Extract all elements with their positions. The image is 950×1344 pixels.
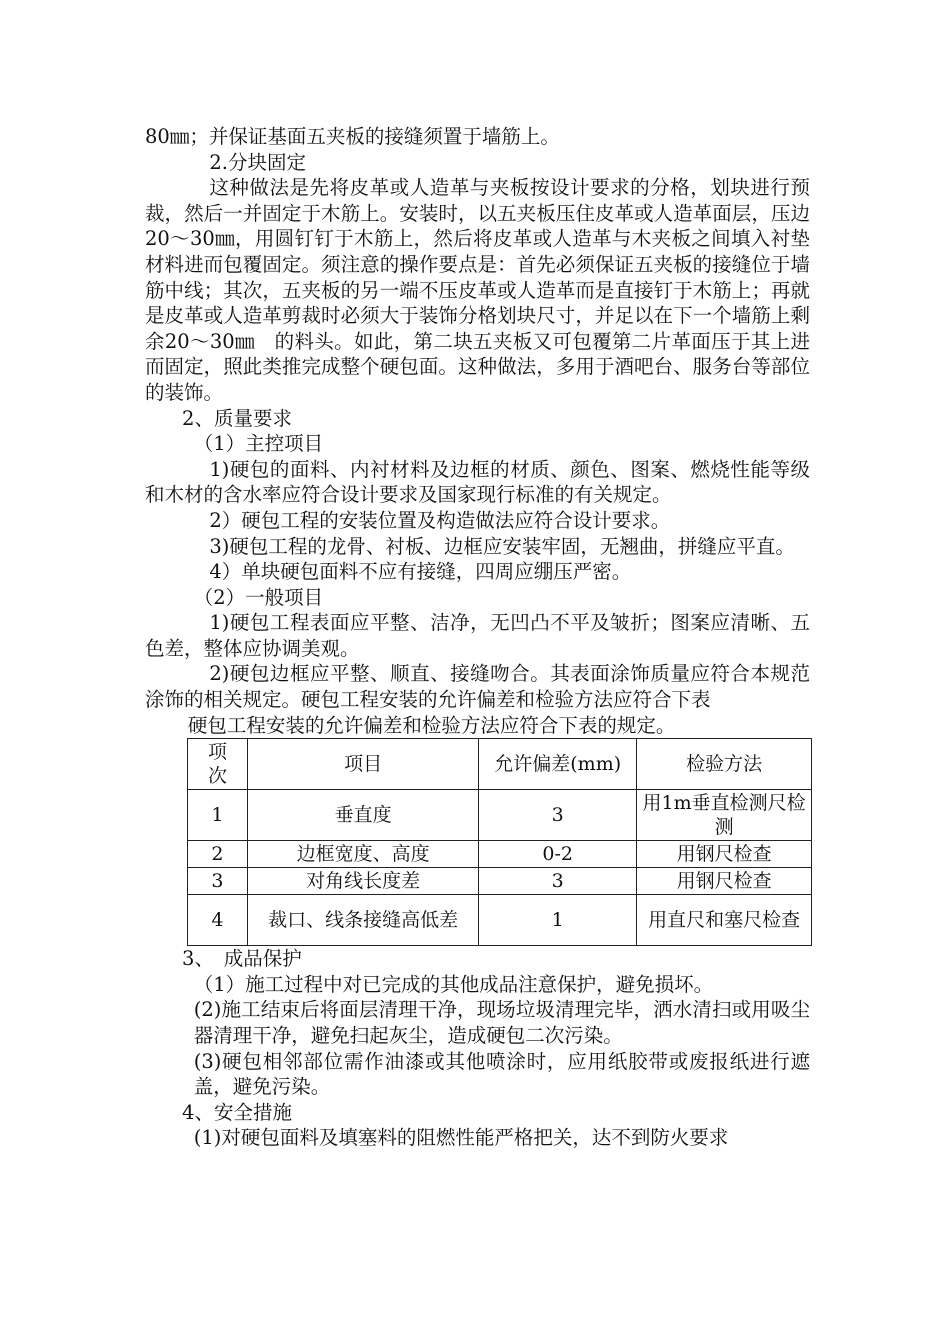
- paragraph: 2)硬包边框应平整、顺直、接缝吻合。其表面涂饰质量应符合本规范涂饰的相关规定。硬包工程安装的允许偏差和检验方法应符合下表: [145, 662, 810, 712]
- paragraph: 1)硬包的面料、内衬材料及边框的材质、颜色、图案、燃烧性能等级和木材的含水率应符合设计要求及国家现行标准的有关规定。: [145, 457, 810, 507]
- paragraph: （1）施工过程中对已完成的其他成品注意保护，避免损坏。: [193, 972, 714, 996]
- table-cell: 1: [188, 790, 248, 841]
- header-item: 项目: [247, 739, 478, 790]
- table-cell: 0-2: [479, 841, 637, 868]
- paragraph: （2）一般项目: [193, 585, 324, 609]
- table-cell: 用钢尺检查: [637, 841, 812, 868]
- document-body-top: [145, 124, 810, 713]
- paragraph: （1）主控项目: [193, 432, 324, 456]
- table-cell: 2: [188, 841, 248, 868]
- paragraph: 4、安全措施: [182, 1100, 292, 1124]
- paragraph: (1)对硬包面料及填塞料的阻燃性能严格把关，达不到防火要求: [193, 1126, 729, 1150]
- table-cell: 4: [188, 895, 248, 946]
- paragraph: 2、质量要求: [182, 406, 292, 430]
- paragraph: (3)硬包相邻部位需作油漆或其他喷涂时，应用纸胶带或废报纸进行遮盖，避免污染。: [193, 1049, 810, 1099]
- table-cell: 垂直度: [247, 790, 478, 841]
- header-deviation: 允许偏差(mm): [479, 739, 637, 790]
- table-cell: 3: [479, 790, 637, 841]
- document-body-bottom: [145, 946, 810, 1151]
- paragraph: (2)施工结束后将面层清理干净，现场垃圾清理完毕，洒水清扫或用吸尘器清理干净，避免扫起灰尘，造成硬包二次污染。: [193, 998, 810, 1048]
- table-cell: 用钢尺检查: [637, 868, 812, 895]
- table-cell: 3: [188, 868, 248, 895]
- table-cell: 裁口、线条接缝高低差: [247, 895, 478, 946]
- table-row: [188, 841, 812, 868]
- table-cell: 边框宽度、高度: [247, 841, 478, 868]
- paragraph: 这种做法是先将皮革或人造革与夹板按设计要求的分格，划块进行预裁，然后一并固定于木筋上。安装时，以五夹板压住皮革或人造革面层，压边20～30㎜，用圆钉钉于木筋上，然后将皮革或人造革与木夹板之间填入衬垫材料进而包覆固定。须注意的操作要点是：首先必须保证五夹板的接缝位于墙筋中线；其次，五夹板的另一端不压皮革或人造革而是直接钉于木筋上；再就是皮革或人造革剪裁时必须大于装饰分格划块尺寸，并足以在下一个墙筋上剩余20～30㎜ 的料头。如此，第二块五夹板又可包覆第二片革面压于其上进而固定，照此类推完成整个硬包面。这种做法，多用于酒吧台、服务台等部位的装饰。: [145, 176, 810, 404]
- header-index: 项 次: [188, 739, 248, 790]
- paragraph: 2.分块固定: [209, 150, 306, 174]
- table-cell: 1: [479, 895, 637, 946]
- paragraph: 2）硬包工程的安装位置及构造做法应符合设计要求。: [209, 508, 671, 532]
- table-cell: 3: [479, 868, 637, 895]
- document-page: [145, 124, 810, 1151]
- deviation-table: [187, 738, 812, 946]
- paragraph: 3、 成品保护: [182, 947, 302, 971]
- table-cell: 对角线长度差: [247, 868, 478, 895]
- paragraph: 3)硬包工程的龙骨、衬板、边框应安装牢固，无翘曲，拼缝应平直。: [209, 534, 795, 558]
- header-method: 检验方法: [637, 739, 812, 790]
- table-cell: 用直尺和塞尺检查: [637, 895, 812, 946]
- table-cell: 用1m垂直检测尺检测: [637, 790, 812, 841]
- paragraph: 80㎜；并保证基面五夹板的接缝须置于墙筋上。: [145, 125, 560, 148]
- table-header-row: [188, 739, 812, 790]
- table-caption: 硬包工程安装的允许偏差和检验方法应符合下表的规定。: [187, 713, 676, 737]
- paragraph: 4）单块硬包面料不应有接缝，四周应绷压严密。: [209, 560, 632, 584]
- paragraph: 1)硬包工程表面应平整、洁净，无凹凸不平及皱折；图案应清晰、五色差，整体应协调美观。: [145, 611, 810, 660]
- table-row: [188, 895, 812, 946]
- table-row: [188, 790, 812, 841]
- table-row: [188, 868, 812, 895]
